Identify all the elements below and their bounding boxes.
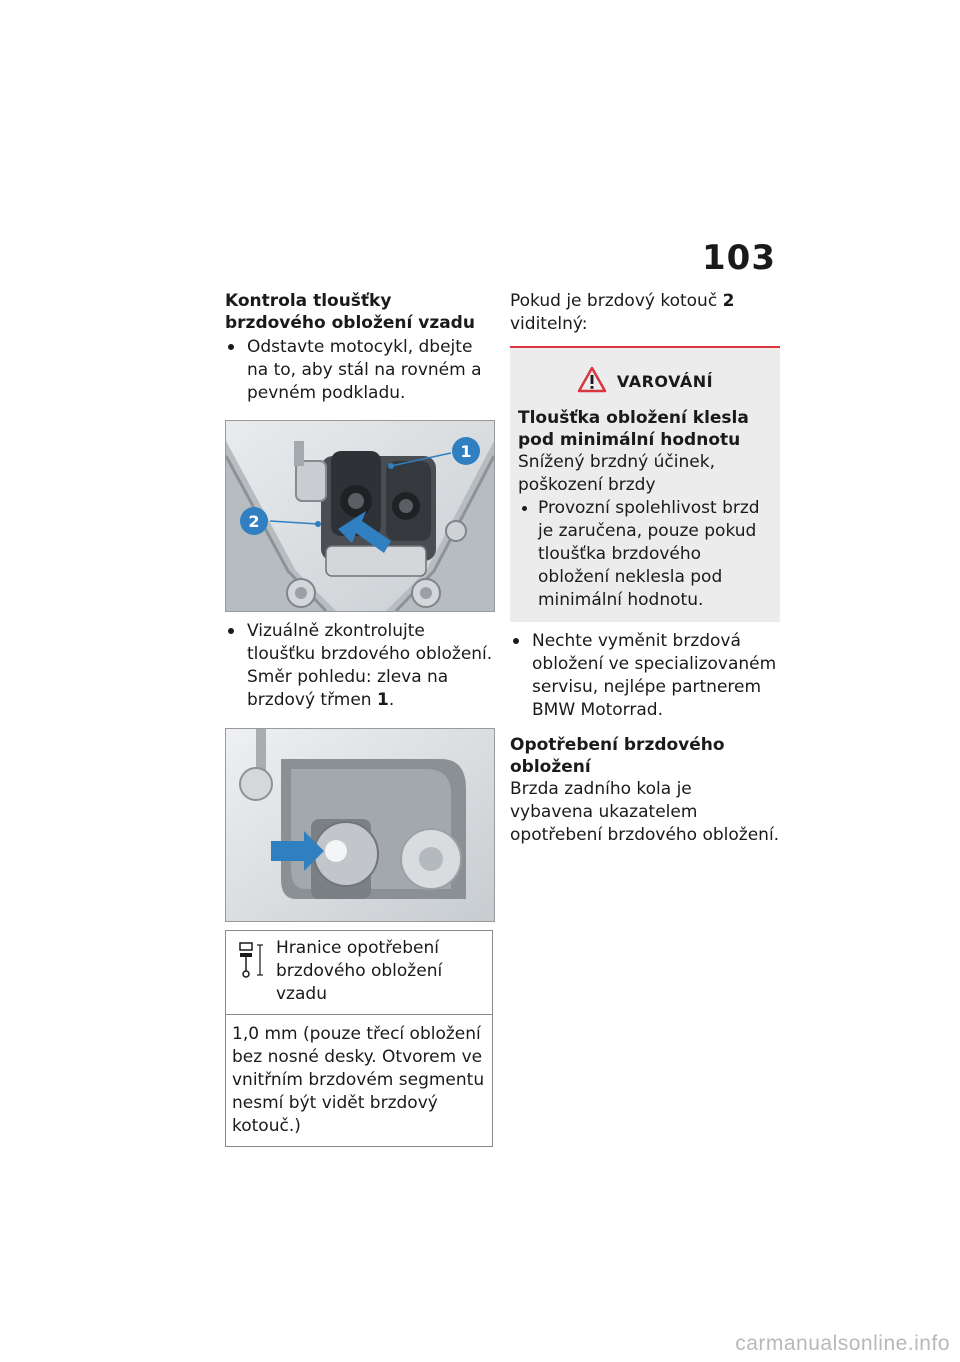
figure-rear-brake-caliper-top bbox=[225, 420, 495, 612]
page-number: 103 bbox=[702, 238, 776, 278]
instruction-visual-check-text: Vizuálně zkontrolujte tloušťku brzdového obložení. Směr pohledu: zleva na brzdový třmen bbox=[247, 621, 493, 710]
warning-title-row bbox=[518, 366, 772, 397]
warning-triangle-icon bbox=[577, 366, 607, 397]
spec-value: 1,0 mm (pouze třecí obložení bez nosné desky. Otvorem ve vnitřním brzdovém segmentu nesmí být vidět brzdový kotouč.) bbox=[232, 1024, 485, 1136]
instruction-visual-check bbox=[225, 620, 493, 712]
callout-2: 2 bbox=[248, 512, 260, 531]
right-column bbox=[510, 290, 780, 847]
reference-number-2: 2 bbox=[722, 291, 735, 311]
brake-caliper-side-illustration bbox=[226, 729, 494, 921]
left-column bbox=[225, 290, 493, 1147]
brake-pad-wear-icon bbox=[236, 941, 270, 983]
intro-text: Pokud je brzdový kotouč bbox=[510, 291, 718, 311]
warning-bullet: Provozní spolehlivost brzd je zaručena, pouze pokud tloušťka brzdového obložení neklesla pod minimální hodnotu. bbox=[518, 497, 772, 612]
intro-disc-visible bbox=[510, 290, 780, 336]
pad-wear-description: Brzda zadního kola je vybavena ukazatelem opotřebení brzdového obložení. bbox=[510, 779, 780, 845]
watermark: carmanualsonline.info bbox=[735, 1332, 950, 1355]
spec-header bbox=[226, 931, 492, 1015]
warning-box bbox=[510, 346, 780, 622]
spec-title: Hranice opotřebení brzdového obložení vzadu bbox=[276, 938, 443, 1004]
callout-1: 1 bbox=[460, 442, 472, 461]
sentence-end: . bbox=[388, 690, 395, 710]
section-heading-brake-pad-check: Kontrola tloušťky brzdového obložení vzadu bbox=[225, 291, 475, 333]
brake-caliper-illustration bbox=[226, 421, 494, 611]
figure-rear-brake-caliper-side bbox=[225, 728, 495, 922]
warning-label: VAROVÁNÍ bbox=[616, 372, 714, 391]
section-heading-pad-wear: Opotřebení brzdového obložení bbox=[510, 735, 725, 777]
intro-end: viditelný: bbox=[510, 314, 588, 334]
reference-number-1: 1 bbox=[376, 690, 389, 710]
instruction-park-motorcycle: Odstavte motocykl, dbejte na to, aby stál na rovném a pevném podkladu. bbox=[225, 336, 493, 405]
warning-heading: Tloušťka obložení klesla pod minimální hodnotu bbox=[518, 408, 749, 450]
wear-limit-spec-box bbox=[225, 930, 493, 1147]
instruction-replace-pads: Nechte vyměnit brzdová obložení ve specializovaném servisu, nejlépe partnerem BMW Motorrad. bbox=[510, 630, 780, 722]
warning-text: Snížený brzdný účinek, poškození brzdy bbox=[518, 452, 715, 495]
